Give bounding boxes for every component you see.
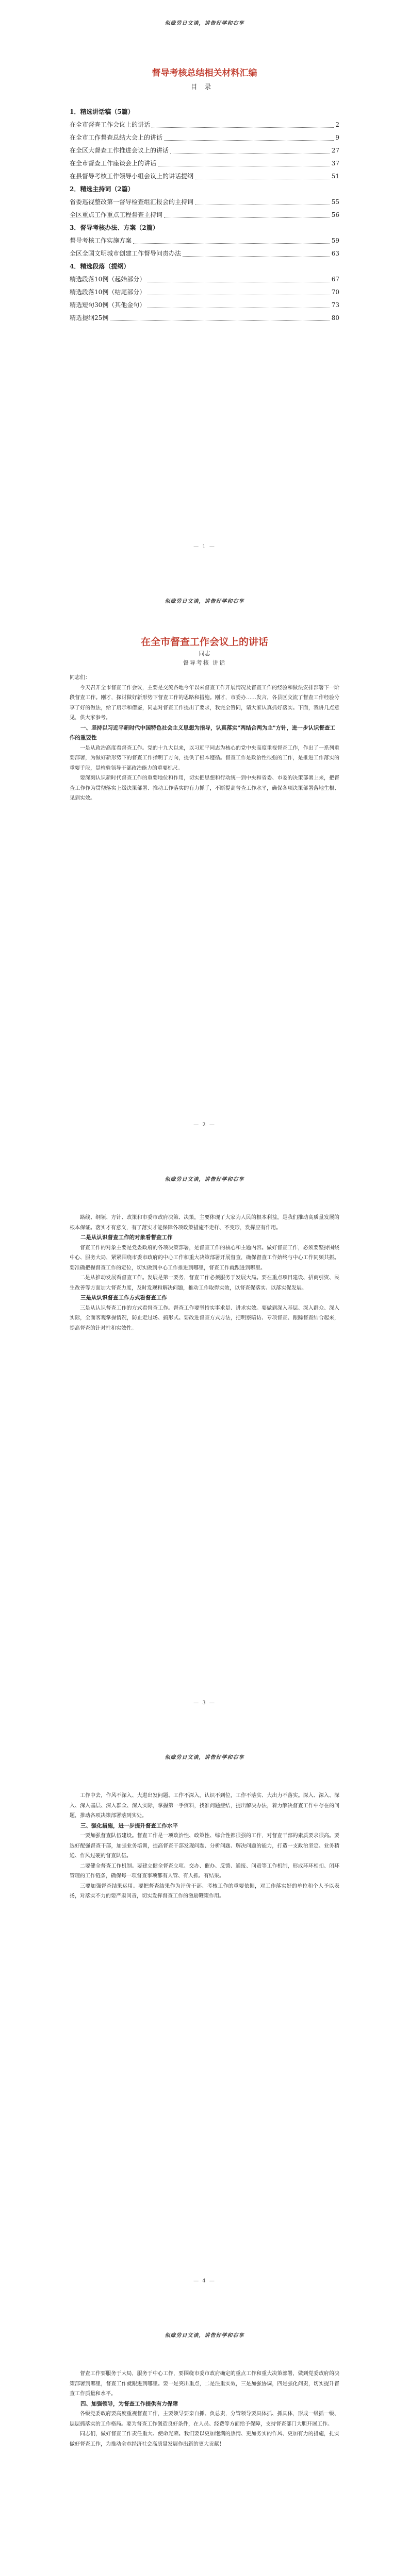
toc-entry-title: 1．精选讲话稿（5篇） xyxy=(70,108,134,115)
section-heading: 三、强化措施，进一步提升督查工作水平 xyxy=(80,1822,178,1829)
toc-entry[interactable] xyxy=(70,273,339,286)
document-page-3 xyxy=(0,1156,409,1735)
toc xyxy=(70,67,339,325)
toc-section xyxy=(70,106,339,118)
toc-entry-title: 在全市督查工作座谈会上的讲话 xyxy=(70,160,157,167)
page-number: — 1 — xyxy=(193,544,216,550)
toc-entry-title: 在县督导考核工作领导小组会议上的讲话提纲 xyxy=(70,173,194,180)
paragraph: 一是从政治高度看督查工作。党的十九大以来，以习近平同志为核心的党中央高度重视督查工作，作出了一系列重要部署，为做好新形势下的督查工作指明了方向，提供了根本遵循。督查工作是政治性很强的工作，是推进工作落实的重要手段，是检验领导干部政治能力的重要标尺。 xyxy=(70,745,339,771)
paragraph: 工作中去，作风不深入、大进出发问题、工作不深入，认识不到位，工作不落实、大出力不落实。深入、深入、深入、深入基层、深入群众、深入实际，掌握第一手资料，找准问题症结，提出解决办法，着力解决督查工作中存在的问题，推动各项决策部署落到实处。 xyxy=(70,1793,339,1819)
page-body xyxy=(70,1791,339,1902)
page-number: — 4 — xyxy=(193,2278,216,2284)
paragraph: 二要健全督查工作机制。要建立健全督查立项、交办、催办、反馈、通报、问责等工作机制，形成环环相扣、闭环管理的工作链条，确保每一项督查事项都有人管、有人抓、有结果。 xyxy=(70,1863,339,1879)
toc-leader xyxy=(133,243,330,244)
page-number: — 2 — xyxy=(193,1122,216,1128)
toc-entry-title: 在全市工作督查总结大会上的讲话 xyxy=(70,134,163,141)
toc-leader xyxy=(110,320,330,321)
toc-entry-title: 精选提纲25例 xyxy=(70,314,109,321)
page-body xyxy=(70,1213,339,1333)
paragraph: 三要加强督查结果运用。要把督查结果作为评价干部、考核工作的重要依据，对工作落实好的单位和个人予以表扬，对落实不力的要严肃问责，切实发挥督查工作的激励鞭策作用。 xyxy=(70,1883,339,1899)
section-heading: 四、加强领导，为督查工作提供有力保障 xyxy=(80,2400,178,2407)
section-heading: 一、坚持以习近平新时代中国特色社会主义思想为指导，认真落实"两结合两为主"方针，进一步认识督查工作的重要性 xyxy=(70,724,335,741)
toc-entry[interactable] xyxy=(70,170,339,183)
toc-leader xyxy=(183,256,330,257)
toc-section xyxy=(70,260,339,273)
toc-entry-page: 63 xyxy=(331,250,339,257)
toc-entry[interactable] xyxy=(70,144,339,157)
toc-entry-title: 精选段落10例（结尾部分） xyxy=(70,289,146,296)
toc-entry-title: 在全市督查工作会议上的讲话 xyxy=(70,121,151,128)
section-heading: 二是从认识督查工作的对象看督查工作 xyxy=(80,1234,173,1241)
page-header: 似账劳日文谈，讲告好学和右享 xyxy=(165,2333,244,2338)
document-page-5 xyxy=(0,2312,409,2576)
toc-entry-title: 4．精选段落（提纲） xyxy=(70,263,130,270)
toc-leader xyxy=(164,140,334,141)
paragraph: 今天召开全市督查工作会议，主要是交流各地今年以来督查工作开展情况及督查工作的经验和做法安排部署下一阶段督查工作。刚才，探讨做好新形势下督查工作的思路和措施。刚才，市委办……发言，各县区交流了督查工作经验分享了好的做法，给了启示和借鉴，同志对督查工作提出了要求，我完全赞同，请大家认真抓好落实。下面，我讲几点意见，供大家参考。 xyxy=(70,685,339,721)
toc-entry[interactable] xyxy=(70,118,339,131)
paragraph: 路线、纲领、方针、政策和市委市政府决策、决策，主要体现了大家为人民的根本利益，是我们推动高质量发展的根本保证。落实才有意义，有了落实才能保障各项政策措施不走样、不变形，发挥应有作用。 xyxy=(70,1215,339,1231)
toc-leader xyxy=(170,153,330,154)
paragraph: 督查工作要服务于大局，服务于中心工作，要围绕市委市政府确定的重点工作和重大决策部署，做到党委政府的决策部署到哪里，督查工作就跟进到哪里。要一是突出重点，二是注重实效，三是加强协调，四是强化问责，切实提升督查工作质量和水平。 xyxy=(70,2371,339,2397)
toc-entry-page: 37 xyxy=(331,160,339,167)
speech-author: 同志 xyxy=(199,650,210,657)
speech-subtitle: 督导考核 讲话 xyxy=(183,659,226,666)
page-body xyxy=(70,635,339,804)
toc-entry[interactable] xyxy=(70,209,339,222)
paragraph: 督查工作的对象主要是党委政府的各项决策部署，是督查工作的核心和主题内容。做好督查工作，必须要坚持围绕中心、服务大局，紧紧围绕市委市政府的中心工作和重大决策部署开展督查，确保督查工作始终与中心工作同频共振。要准确把握督查工作的定位，切实做到中心工作推进到哪里，督查工作就跟进到哪里。 xyxy=(70,1245,339,1271)
toc-section xyxy=(70,183,339,196)
greeting: 同志们： xyxy=(70,675,90,681)
toc-list xyxy=(70,106,339,325)
page-header: 似账劳日文谈，讲告好学和右享 xyxy=(165,21,244,26)
toc-entry-page: 27 xyxy=(331,147,339,154)
toc-entry-page: 9 xyxy=(335,134,339,141)
toc-entry-title: 精选短句30例（其他金句） xyxy=(70,301,146,309)
toc-entry[interactable] xyxy=(70,131,339,144)
toc-entry-page: 67 xyxy=(331,276,339,283)
paragraph: 一要加强督查队伍建设。督查工作是一项政治性、政策性、综合性都很强的工作，对督查干部的素质要求很高。要选好配强督查干部，加强业务培训，提高督查干部发现问题、分析问题、解决问题的能力，打造一支政治坚定、业务精通、作风过硬的督查队伍。 xyxy=(70,1833,339,1859)
page-body xyxy=(70,2369,339,2449)
toc-entry-title: 督导考核工作实施方案 xyxy=(70,237,132,244)
toc-entry-page: 55 xyxy=(331,198,339,206)
paragraph: 三是从认识督查工作的方式看督查工作。督查工作要坚持实事求是、讲求实效。要做到深入基层、深入群众、深入实际，全面客观掌握情况，防止走过场、搞形式。要改进督查方式方法，把明察暗访、专项督查、跟踪督查结合起来，提高督查的针对性和实效性。 xyxy=(70,1305,339,1331)
page-header: 似账劳日文谈，讲告好学和右享 xyxy=(165,1177,244,1182)
toc-entry[interactable] xyxy=(70,312,339,325)
toc-entry-page: 56 xyxy=(331,211,339,218)
toc-entry-title: 全区重点工作重点工程督查主持词 xyxy=(70,211,163,218)
section-heading: 三是从认识督查工作方式看督查工作 xyxy=(80,1295,167,1301)
toc-entry-page: 73 xyxy=(331,301,339,309)
paragraph: 要深刻认识新时代督查工作的重要地位和作用，切实把思想和行动统一到中央和省委、市委的决策部署上来，把督查工作作为贯彻落实上级决策部署、推动工作落实的有力抓手，不断提高督查工作水平，确保各项决策部署落地生根、见到实效。 xyxy=(70,775,339,801)
toc-entry[interactable] xyxy=(70,247,339,260)
document-title: 督导考核总结相关材料汇编 xyxy=(152,68,257,78)
document-page-2 xyxy=(0,578,409,1157)
toc-entry-page: 2 xyxy=(335,121,339,128)
toc-entry-page: 80 xyxy=(331,314,339,321)
toc-entry[interactable] xyxy=(70,157,339,170)
toc-entry-page: 70 xyxy=(331,289,339,296)
toc-entry[interactable] xyxy=(70,196,339,209)
speech-title: 在全市督查工作会议上的讲话 xyxy=(140,636,268,648)
toc-entry-title: 3．督导考核办法、方案（2篇） xyxy=(70,224,159,231)
toc-entry[interactable] xyxy=(70,299,339,312)
toc-entry-title: 省委巡视整改第一督导检查组汇报会的主持词 xyxy=(70,198,194,206)
toc-entry-page: 51 xyxy=(331,173,339,180)
toc-entry[interactable] xyxy=(70,286,339,299)
paragraph: 二是从推动发展看督查工作。发展是第一要务，督查工作必须服务于发展大局。要在重点项目建设、招商引资、民生改善等方面加大督查力度，及时发现和解决问题，推动工作取得实效，以督查促落实、以落实促发展。 xyxy=(70,1275,339,1291)
toc-entry-title: 精选段落10例（起始部分） xyxy=(70,276,146,283)
document-page-1 xyxy=(0,0,409,579)
toc-entry-title: 2．精选主持词（2篇） xyxy=(70,185,134,193)
toc-leader xyxy=(152,127,334,128)
document-page-4 xyxy=(0,1734,409,2313)
toc-entry-title: 全区全国文明城市创建工作督导问责办法 xyxy=(70,250,182,257)
toc-heading: 目录 xyxy=(190,83,219,91)
paragraph: 各级党委政府要高度重视督查工作，主要领导要亲自抓、负总责，分管领导要具体抓、抓具体，形成一级抓一级、层层抓落实的工作格局。要为督查工作创造良好条件，在人员、经费等方面给予保障，支持督查部门大胆开展工作。 xyxy=(70,2411,339,2427)
toc-section xyxy=(70,222,339,234)
toc-entry-title: 在全区大督查工作推进会议上的讲话 xyxy=(70,147,169,154)
toc-entry[interactable] xyxy=(70,234,339,247)
page-header: 似账劳日文谈，讲告好学和右享 xyxy=(165,1755,244,1760)
page-header: 似账劳日文谈，讲告好学和右享 xyxy=(165,599,244,604)
toc-entry-page: 59 xyxy=(331,237,339,244)
page-number: — 3 — xyxy=(193,1700,216,1706)
paragraph: 同志们，做好督查工作责任重大、使命光荣。我们要以更加饱满的热情、更加务实的作风、更加有力的措施，扎实做好督查工作，为推动全市经济社会高质量发展作出新的更大贡献！ xyxy=(70,2431,339,2447)
toc-leader xyxy=(164,217,330,218)
